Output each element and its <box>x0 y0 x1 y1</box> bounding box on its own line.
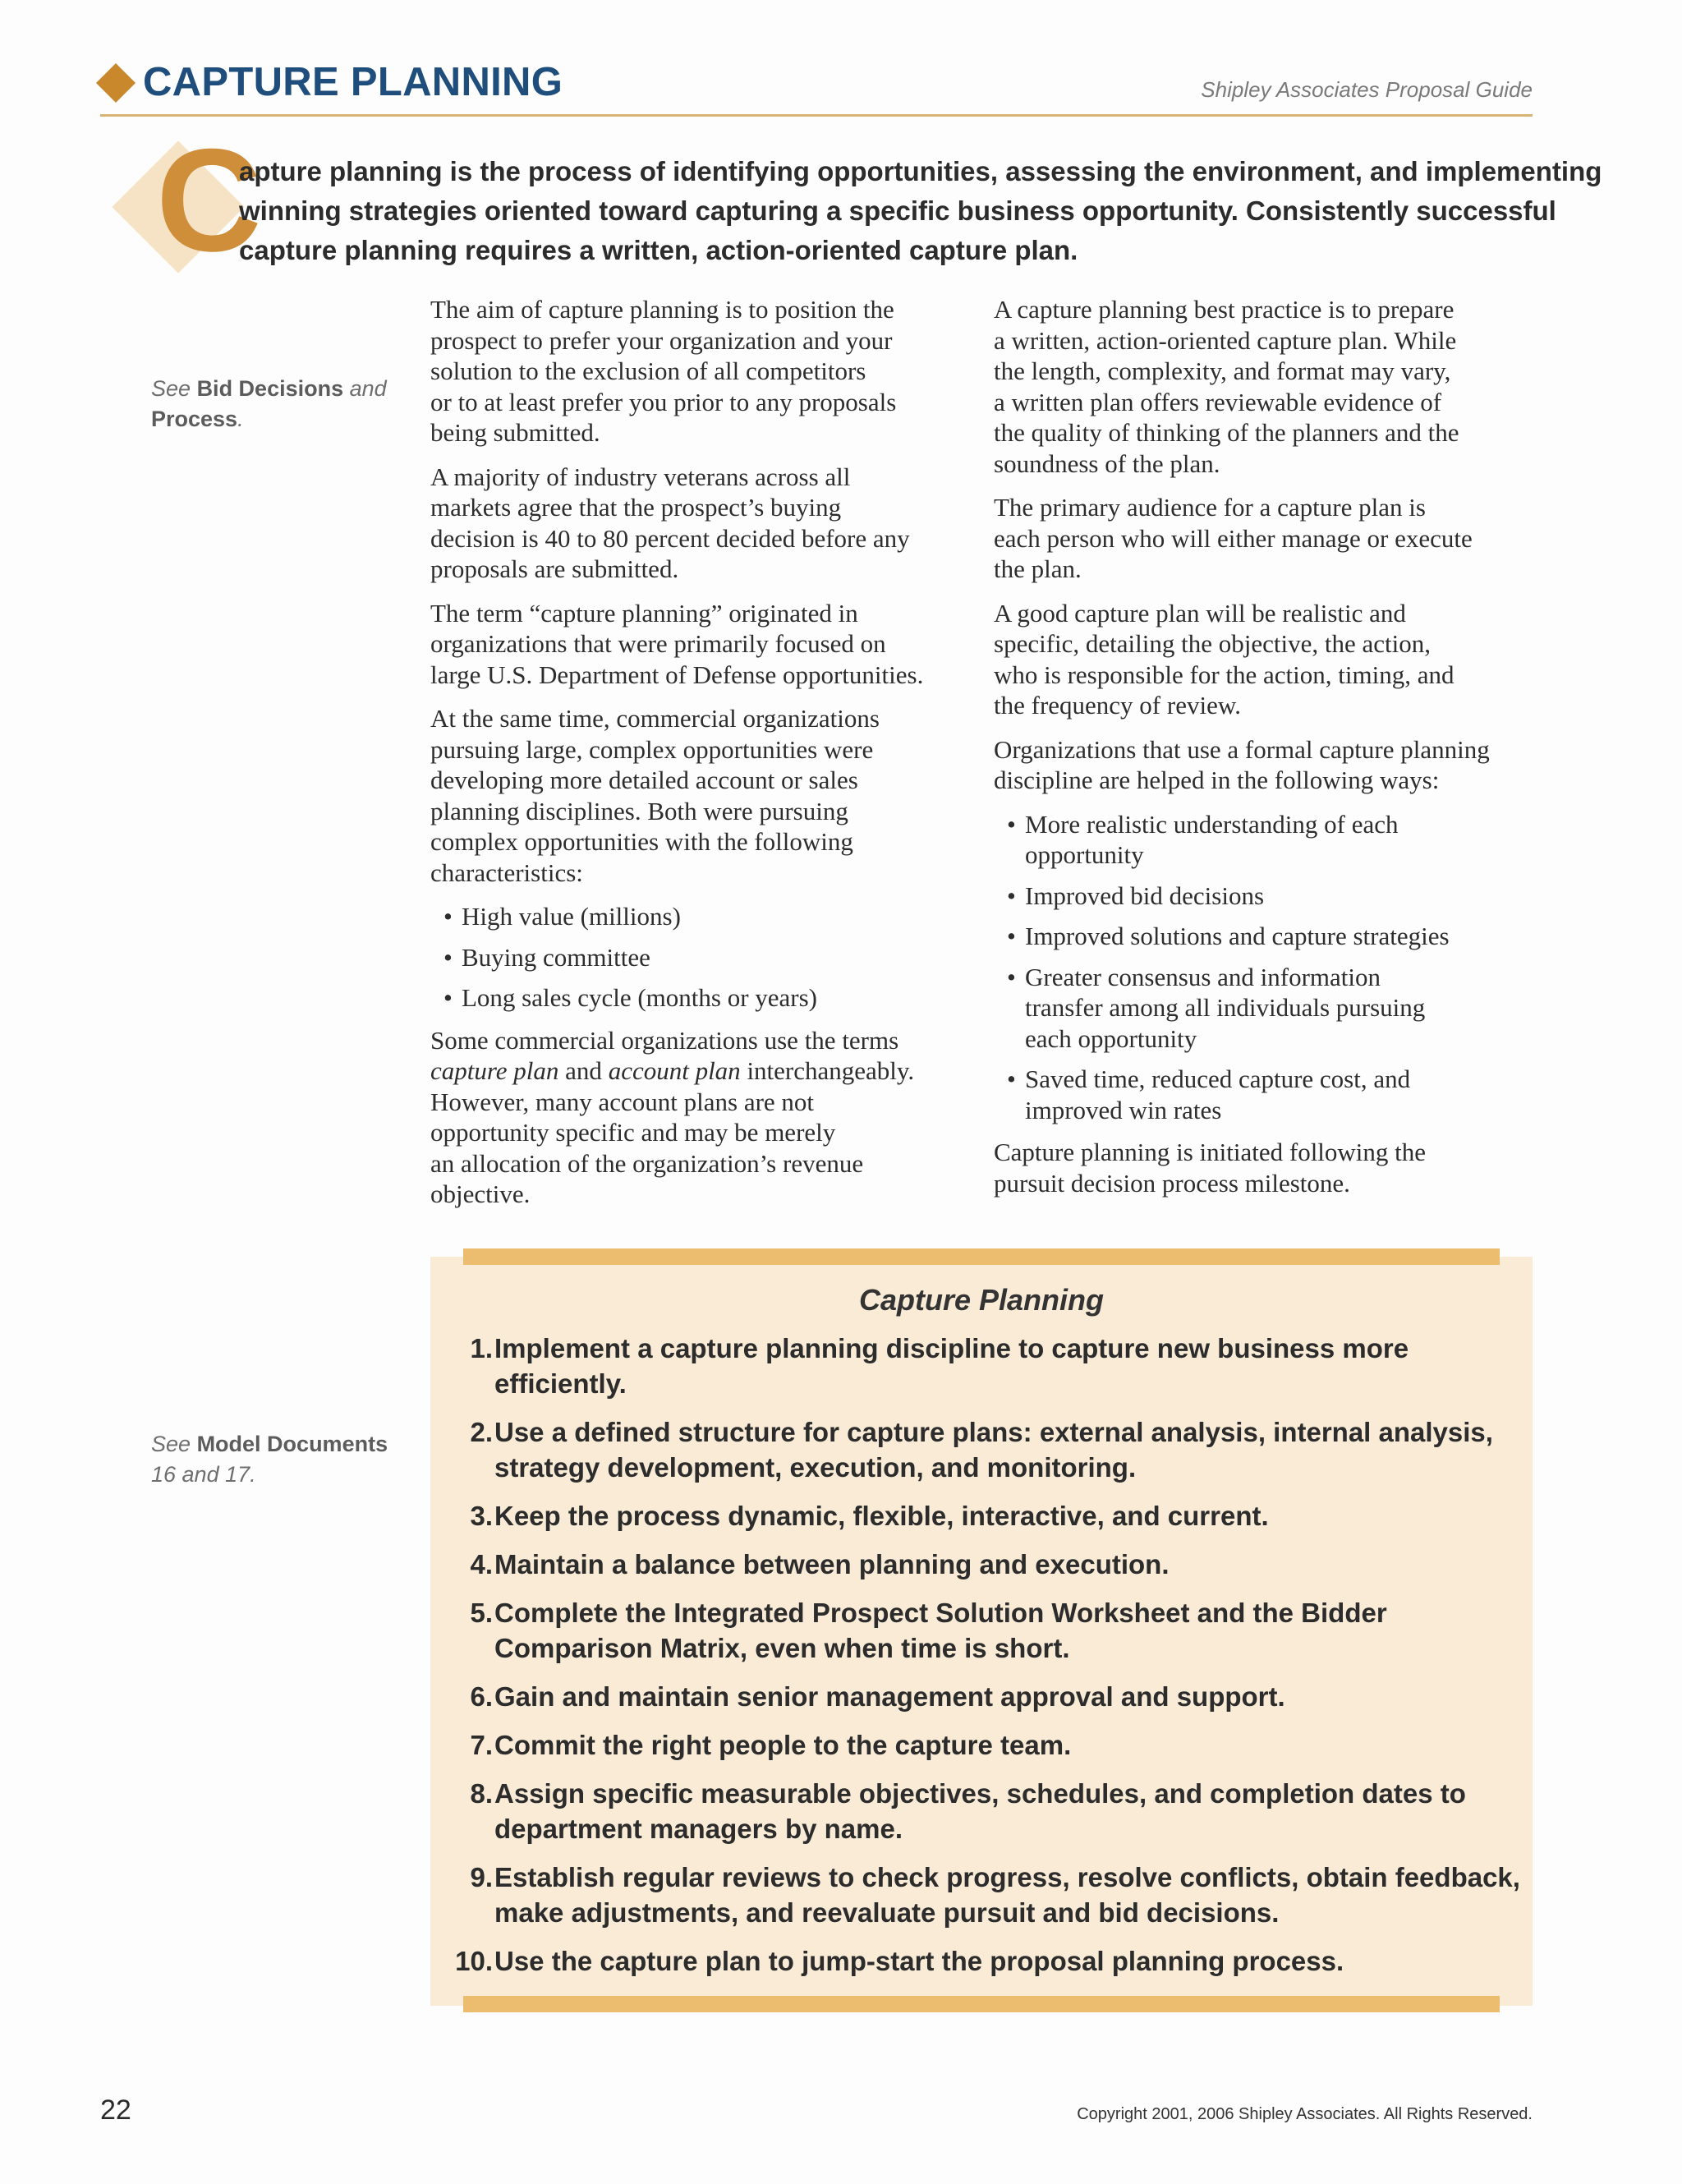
summary-box <box>430 1257 1533 2006</box>
text-line: A good capture plan will be realistic and <box>994 598 1406 628</box>
box-title: Capture Planning <box>858 1283 1105 1317</box>
text-line: A majority of industry veterans across all <box>430 462 851 491</box>
text-line: Comparison Matrix, even when time is short. <box>494 1633 1070 1663</box>
text-line: solution to the exclusion of all competitors <box>430 356 866 385</box>
list-item-text: • Saved time, reduced capture cost, and <box>1025 1064 1411 1093</box>
text-line: The term “capture planning” originated in <box>430 598 858 628</box>
list-item-text: • More realistic understanding of each <box>1025 809 1399 839</box>
list-item-text: • Improved solutions and capture strategies <box>1025 922 1450 950</box>
text-line: the frequency of review. <box>994 691 1241 720</box>
paragraph <box>430 1025 989 1210</box>
text-line <box>430 1025 989 1056</box>
text-line: Use a defined structure for capture plans: external analysis, internal analysis, <box>494 1417 1493 1447</box>
text-line: prospect to prefer your organization and your <box>430 325 893 355</box>
text-line: Keep the process dynamic, flexible, interactive, and current. <box>494 1501 1269 1531</box>
item-text <box>494 1547 1533 1582</box>
item-text <box>494 1860 1533 1930</box>
benefits-list <box>1007 809 1552 1126</box>
item-number: 10. <box>455 1946 493 1976</box>
text-line: Implement a capture planning discipline to capture new business more <box>494 1333 1409 1363</box>
sidenote-model-documents <box>151 1429 414 1490</box>
text-line: each person who will either manage or execute <box>994 523 1473 553</box>
sidenote-see: See <box>151 1432 191 1456</box>
text-line: proposals are submitted. <box>430 554 679 583</box>
list-item-text: • Long sales cycle (months or years) <box>462 983 818 1012</box>
list-item-text: each opportunity <box>1025 1023 1197 1053</box>
text-line: pursuing large, complex opportunities were <box>430 734 874 764</box>
sidenote-and: and <box>349 376 387 401</box>
text-line: Gain and maintain senior management approval and support. <box>494 1681 1285 1712</box>
item-number: 4. <box>470 1549 493 1579</box>
list-item <box>443 982 989 1014</box>
list-item <box>430 1727 1533 1763</box>
text-line: Organizations that use a formal capture planning <box>994 734 1490 764</box>
list-item-text: • Greater consensus and information <box>1025 962 1381 991</box>
text-line: objective. <box>430 1179 531 1208</box>
text-line: Establish regular reviews to check progress, resolve conflicts, obtain feedback, <box>494 1862 1520 1892</box>
sidenote-bid-decisions <box>151 374 414 435</box>
list-item <box>1007 880 1552 912</box>
term-account-plan: account plan <box>608 1056 741 1085</box>
lead-line: winning strategies oriented toward capturing a specific business opportunity. Consistently successful <box>239 195 1556 226</box>
item-number: 1. <box>470 1333 493 1363</box>
item-number: 9. <box>470 1862 493 1892</box>
item-number: 5. <box>470 1598 493 1628</box>
box-bottom-bar <box>463 1996 1500 2012</box>
list-item-text: improved win rates <box>1025 1095 1222 1124</box>
left-column <box>430 294 989 1223</box>
sidenote-ref[interactable]: Model Documents <box>196 1432 388 1456</box>
item-text <box>494 1331 1533 1401</box>
list-item <box>430 1498 1533 1533</box>
list-item <box>430 1547 1533 1582</box>
list-item <box>430 1679 1533 1714</box>
list-item-text: • Buying committee <box>462 942 650 972</box>
text-line: Capture planning is initiated following the <box>994 1138 1427 1166</box>
item-number: 8. <box>470 1778 493 1809</box>
text-line: developing more detailed account or sales <box>430 766 858 794</box>
item-number: 6. <box>470 1681 493 1712</box>
list-item-text: transfer among all individuals pursuing <box>1025 993 1426 1022</box>
text-line: organizations that were primarily focused on <box>430 629 886 658</box>
text-line <box>430 1055 989 1087</box>
text-line: an allocation of the organization’s revenue <box>430 1148 864 1178</box>
text-line: large U.S. Department of Defense opportunities. <box>430 660 924 689</box>
list-item <box>1007 809 1552 871</box>
item-number: 3. <box>470 1501 493 1531</box>
paragraph <box>430 703 989 888</box>
text-line: Commit the right people to the capture team. <box>494 1730 1072 1760</box>
lead-paragraph <box>239 152 1602 270</box>
item-text <box>494 1595 1533 1666</box>
paragraph <box>994 734 1552 796</box>
list-item <box>430 1860 1533 1930</box>
list-item-text: opportunity <box>1025 840 1144 869</box>
text-line: However, many account plans are not <box>430 1087 815 1116</box>
sidenote-ref[interactable]: Bid Decisions <box>196 376 344 401</box>
item-text <box>494 1943 1533 1979</box>
paragraph <box>994 492 1552 585</box>
text-line: complex opportunities with the following <box>430 827 853 856</box>
lead-line: apture planning is the process of identifying opportunities, assessing the environment, and implementing <box>239 156 1602 186</box>
lead-line: capture planning requires a written, action-oriented capture plan. <box>239 235 1078 265</box>
list-item-text: • Improved bid decisions <box>1025 880 1265 910</box>
right-column <box>994 294 1552 1212</box>
page-number: 22 <box>100 2094 131 2126</box>
paragraph <box>994 598 1552 721</box>
text-line: A capture planning best practice is to prepare <box>994 295 1455 324</box>
best-practices-list <box>430 1331 1533 1992</box>
text-line: markets agree that the prospect’s buying <box>430 493 842 522</box>
text-run: and <box>565 1056 602 1085</box>
item-text <box>494 1679 1533 1714</box>
item-number: 7. <box>470 1730 493 1760</box>
box-top-bar <box>463 1248 1500 1265</box>
list-item <box>1007 962 1552 1055</box>
text-line: At the same time, commercial organizations <box>430 704 880 733</box>
list-item <box>1007 1064 1552 1125</box>
text-line: soundness of the plan. <box>994 448 1220 478</box>
paragraph <box>994 294 1552 479</box>
list-item <box>430 1595 1533 1666</box>
text-line: being submitted. <box>430 418 600 447</box>
text-line: a written, action-oriented capture plan. While <box>994 325 1457 355</box>
list-item-text: • High value (millions) <box>462 902 681 931</box>
guide-name: Shipley Associates Proposal Guide <box>1201 77 1533 102</box>
text-line: who is responsible for the action, timing, and <box>994 660 1455 689</box>
text-line: department managers by name. <box>494 1814 903 1844</box>
text-line: characteristics: <box>430 858 583 887</box>
text-line: Use the capture plan to jump-start the proposal planning process. <box>494 1946 1344 1976</box>
text-line: the length, complexity, and format may vary, <box>994 356 1451 385</box>
paragraph <box>430 294 989 448</box>
text-line: The aim of capture planning is to position the <box>430 295 894 324</box>
list-item <box>430 1776 1533 1846</box>
text-line: pursuit decision process milestone. <box>994 1168 1350 1198</box>
text-line: or to at least prefer you prior to any proposals <box>430 387 897 416</box>
drop-cap-letter: C <box>156 118 262 282</box>
page-header <box>100 57 1533 117</box>
text-line: Complete the Integrated Prospect Solution Worksheet and the Bidder <box>494 1598 1387 1628</box>
item-text <box>494 1414 1533 1485</box>
text-line: discipline are helped in the following ways: <box>994 766 1440 794</box>
list-item <box>443 901 989 932</box>
list-item <box>443 942 989 973</box>
item-text <box>494 1727 1533 1763</box>
sidenote-ref[interactable]: Process <box>151 407 238 431</box>
text-run: interchangeably. <box>747 1056 915 1085</box>
text-line: Assign specific measurable objectives, schedules, and completion dates to <box>494 1778 1466 1809</box>
text-line: opportunity specific and may be merely <box>430 1118 836 1147</box>
text-line: Maintain a balance between planning and execution. <box>494 1549 1170 1579</box>
sidenote-see: See <box>151 376 191 401</box>
paragraph <box>994 1137 1552 1198</box>
term-capture-plan: capture plan <box>430 1056 559 1085</box>
text-line: efficiently. <box>494 1368 627 1399</box>
item-text <box>494 1776 1533 1846</box>
sidenote-end: . <box>237 407 244 431</box>
text-line: the plan. <box>994 554 1082 583</box>
text-line: a written plan offers reviewable evidence of <box>994 387 1442 416</box>
paragraph <box>430 462 989 585</box>
text-line: make adjustments, and reevaluate pursuit and bid decisions. <box>494 1897 1280 1928</box>
text-run: Some commercial organizations use the terms <box>430 1025 899 1055</box>
text-line: planning disciplines. Both were pursuing <box>430 796 848 825</box>
text-line: strategy development, execution, and monitoring. <box>494 1452 1137 1483</box>
text-line: the quality of thinking of the planners and the <box>994 418 1459 447</box>
diamond-bullet-icon <box>96 63 136 103</box>
list-item <box>1007 921 1552 952</box>
text-line: decision is 40 to 80 percent decided before any <box>430 523 910 553</box>
list-item <box>430 1414 1533 1485</box>
item-text <box>494 1498 1533 1533</box>
sidenote-rest: 16 and 17. <box>151 1462 256 1487</box>
text-line: The primary audience for a capture plan is <box>994 493 1426 522</box>
list-item <box>430 1331 1533 1401</box>
copyright-notice: Copyright 2001, 2006 Shipley Associates. All Rights Reserved. <box>1077 2105 1533 2123</box>
paragraph <box>430 598 989 691</box>
section-title: CAPTURE PLANNING <box>143 60 563 104</box>
text-line: specific, detailing the objective, the action, <box>994 629 1431 658</box>
characteristics-list <box>443 901 989 1014</box>
item-number: 2. <box>470 1417 493 1447</box>
list-item <box>430 1943 1533 1979</box>
